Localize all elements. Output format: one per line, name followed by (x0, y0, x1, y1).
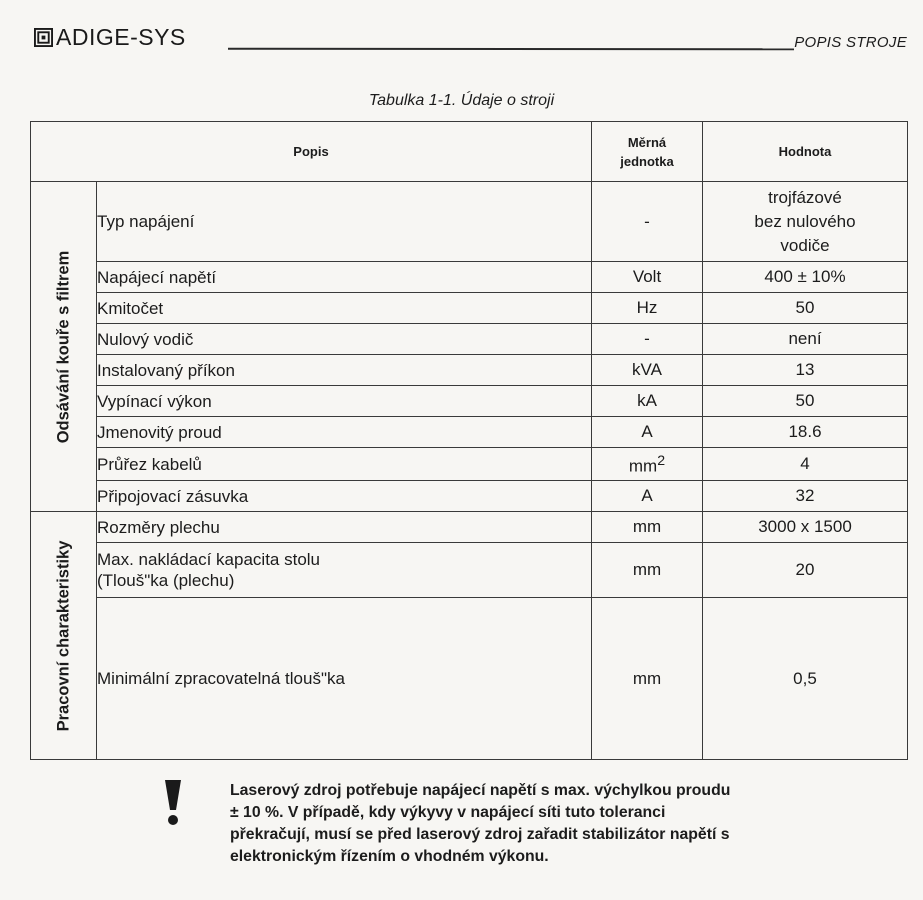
table-header-row (31, 122, 908, 182)
row-unit: mm (592, 512, 703, 543)
column-header-unit: Měrná jednotka (592, 122, 703, 182)
row-value: není (703, 324, 908, 355)
table-row (31, 543, 908, 598)
row-unit: $mm^2$ (592, 448, 703, 481)
warning-text: Laserový zdroj potřebuje napájecí napětí s max. výchylkou proudu ± 10 %. V případě, kdy výkyvy v napájecí síti tuto toleranci překračují, musí se před laserový zdroj zařadit stabilizátor napětí s elektronickým řízením o vhodném výkonu. (230, 782, 731, 865)
row-unit: A (592, 481, 703, 512)
column-header-popis: Popis (31, 122, 592, 182)
spiral-logo-icon (34, 28, 53, 47)
row-unit: mm (592, 543, 703, 598)
row-unit: kVA (592, 355, 703, 386)
row-description: Minimální zpracovatelná tlouš"ka (97, 598, 592, 760)
row-value: 4 (703, 448, 908, 481)
exclamation-icon (160, 778, 186, 828)
group-label: Pracovní charakteristiky (54, 540, 72, 731)
row-value: 32 (703, 481, 908, 512)
row-description: Vypínací výkon (97, 386, 592, 417)
page-header (34, 18, 909, 58)
row-description: Napájecí napětí (97, 262, 592, 293)
row-description: Max. nakládací kapacita stolu (Tlouš"ka (plechu) (97, 543, 592, 598)
row-value: 20 (703, 543, 908, 598)
row-value: 3000 x 1500 (703, 512, 908, 543)
table-row (31, 481, 908, 512)
table-row (31, 512, 908, 543)
group-cell-exhaust (31, 182, 97, 512)
row-description: Typ napájení (97, 182, 592, 262)
table-row (31, 355, 908, 386)
row-value: 400 ± 10% (703, 262, 908, 293)
row-description: Jmenovitý proud (97, 417, 592, 448)
row-description: Průřez kabelů (97, 448, 592, 481)
row-value: 0,5 (703, 598, 908, 760)
row-value: 50 (703, 386, 908, 417)
table-row (31, 262, 908, 293)
row-unit: mm (592, 598, 703, 760)
row-value: 18.6 (703, 417, 908, 448)
table-row (31, 598, 908, 760)
row-unit: kA (592, 386, 703, 417)
table-caption: Tabulka 1-1. Údaje o stroji (368, 92, 555, 109)
table-row (31, 417, 908, 448)
row-description: Nulový vodič (97, 324, 592, 355)
table-row (31, 448, 908, 481)
header-rule (228, 48, 794, 50)
group-cell-working (31, 512, 97, 760)
row-description: Rozměry plechu (97, 512, 592, 543)
brand-name: ADIGE-SYS (56, 24, 186, 50)
machine-data-table (30, 121, 908, 760)
row-description: Kmitočet (97, 293, 592, 324)
row-unit: Hz (592, 293, 703, 324)
row-value: 13 (703, 355, 908, 386)
section-title: POPIS STROJE (794, 34, 907, 51)
row-unit: - (592, 324, 703, 355)
column-header-value: Hodnota (703, 122, 908, 182)
row-description: Připojovací zásuvka (97, 481, 592, 512)
row-value: 50 (703, 293, 908, 324)
brand-logo (34, 24, 186, 51)
group-label: Odsávání kouře s filtrem (54, 250, 72, 443)
table-row (31, 324, 908, 355)
row-unit: A (592, 417, 703, 448)
table-row (31, 386, 908, 417)
table-row (31, 182, 908, 262)
row-value: trojfázové bez nulového vodiče (703, 182, 908, 262)
row-unit: - (592, 182, 703, 262)
row-unit: Volt (592, 262, 703, 293)
row-description: Instalovaný příkon (97, 355, 592, 386)
table-row (31, 293, 908, 324)
